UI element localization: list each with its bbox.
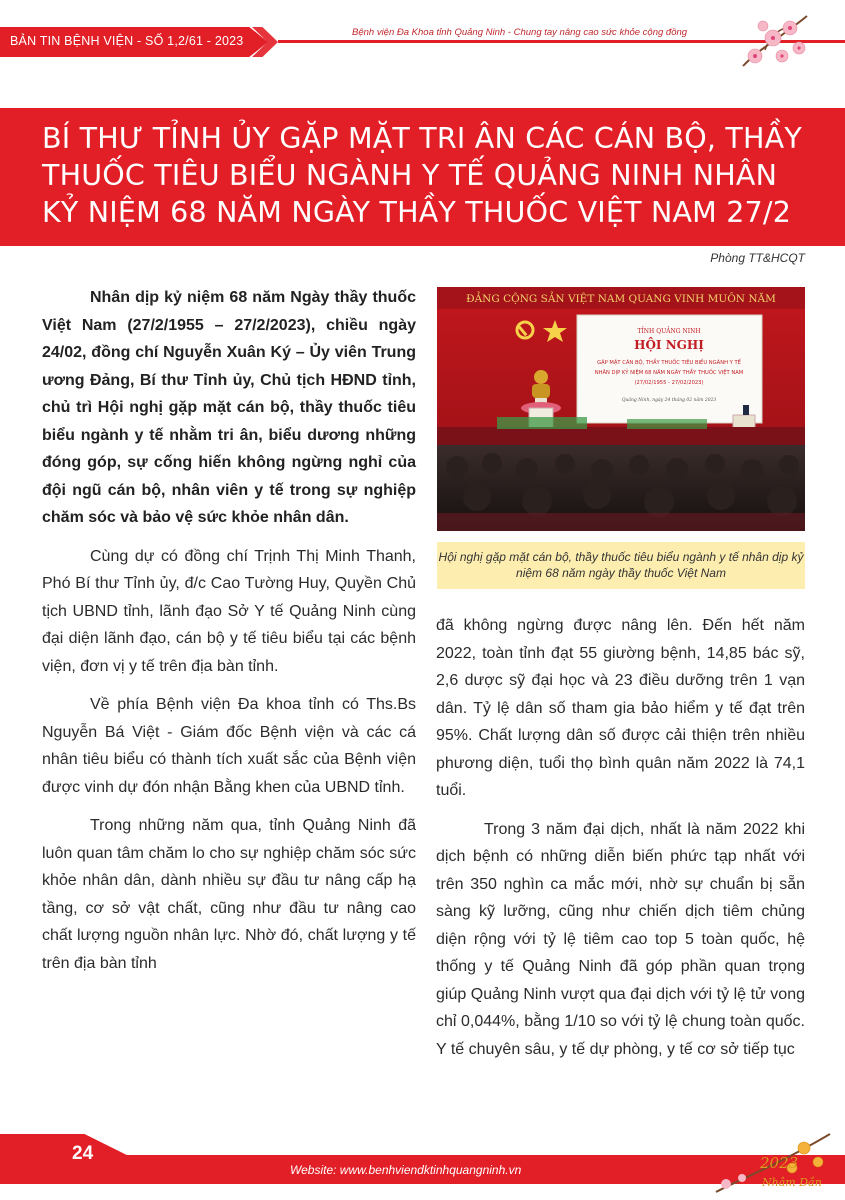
photo-banner-text: ĐẢNG CỘNG SẢN VIỆT NAM QUANG VINH MUÔN NĂM xyxy=(466,293,776,305)
deco-year: 2023 xyxy=(760,1154,799,1172)
footer-website: Website: www.benhviendktinhquangninh.vn xyxy=(290,1163,522,1177)
photo-caption: Hội nghị gặp mặt cán bộ, thầy thuốc tiêu biểu ngành y tế nhân dịp kỷ niệm 68 năm ngày thầy thuốc Việt Nam xyxy=(437,542,805,589)
article-paragraph-2: Về phía Bệnh viện Đa khoa tỉnh có Ths.Bs Nguyễn Bá Việt - Giám đốc Bệnh viện và các cá nhân tiêu biểu có thành tích xuất sắc của Bệnh viện được vinh dự đón nhận Bằng khen của UBND tỉnh. xyxy=(42,696,416,796)
screen-line-2: NHÂN DỊP KỶ NIỆM 68 NĂM NGÀY THẦY THUỐC VIỆT NAM xyxy=(594,370,744,376)
article-column-left xyxy=(42,284,416,988)
article-lead: Nhân dịp kỷ niệm 68 năm Ngày thầy thuốc Việt Nam (27/2/1955 – 27/2/2023), chiều ngày 24/02, đồng chí Nguyễn Xuân Ký – Ủy viên Trung ương Đảng, Bí thư Tỉnh ủy, Chủ tịch HĐND tỉnh, chủ trì Hội nghị gặp mặt cán bộ, thầy thuốc tiêu biểu ngành y tế nhằm tri ân, biểu dương những đóng góp, sự cống hiến không ngừng nghỉ của đội ngũ cán bộ, nhân viên y tế trong sự nghiệp chăm sóc và bảo vệ sức khỏe nhân dân. xyxy=(42,289,416,526)
new-year-blossom-icon xyxy=(712,1128,832,1194)
deco-label: Nhâm Dần xyxy=(762,1176,822,1189)
screen-line-1: GẶP MẶT CÁN BỘ, THẦY THUỐC TIÊU BIỂU NGÀNH Y TẾ xyxy=(597,360,741,366)
article-byline: Phòng TT&HCQT xyxy=(710,251,805,265)
screen-line-3: (27/02/1955 - 27/02/2023) xyxy=(634,380,704,386)
screen-province: TỈNH QUẢNG NINH xyxy=(637,328,701,335)
article-paragraph-4: Trong 3 năm đại dịch, nhất là năm 2022 khi dịch bệnh có những diễn biến phức tạp nhất với trên 350 nghìn ca mắc mới, nhờ sự chuẩn bị sẵn sàng kỹ lưỡng, cũng như chiến dịch tiêm chủng diện rộng với tỷ lệ tiêm cao top 5 toàn quốc, hệ thống y tế Quảng Ninh đã góp phần quan trọng giúp Quảng Ninh vượt qua đại dịch với tỷ lệ tử vong chỉ 0,044%, bằng 1/10 so với tỷ lệ chung toàn quốc. Y tế chuyên sâu, y tế dự phòng, y tế cơ sở tiếp tục xyxy=(436,820,805,1058)
conference-photo xyxy=(437,287,805,531)
article-paragraph-3-continued: đã không ngừng được nâng lên. Đến hết năm 2022, toàn tỉnh đạt 55 giường bệnh, 14,85 bác sỹ, 2,6 dược sỹ đại học và 23 điều dưỡng trên 1 vạn dân. Tỷ lệ dân số tham gia bảo hiểm y tế đạt trên 95%. Chất lượng dân số được cải thiện trên nhiều phương diện, tuổi thọ bình quân năm 2022 là 74,1 tuổi. xyxy=(436,617,805,799)
issue-label: BẢN TIN BỆNH VIỆN - SỐ 1,2/61 - 2023 xyxy=(10,34,244,48)
header-slogan: Bệnh viện Đa Khoa tỉnh Quảng Ninh - Chung tay nâng cao sức khỏe cộng đồng xyxy=(352,27,688,38)
article-paragraph-3: Trong những năm qua, tỉnh Quảng Ninh đã luôn quan tâm chăm lo cho sự nghiệp chăm sóc sức khỏe nhân dân, dành nhiều sự đầu tư nâng cấp hạ tầng, cơ sở vật chất, cũng như đầu tư nâng cao chất lượng nguồn nhân lực. Nhờ đó, chất lượng y tế trên địa bàn tỉnh xyxy=(42,817,416,972)
page-number: 24 xyxy=(72,1143,94,1164)
article-column-right xyxy=(436,612,805,1074)
conference-hall-image xyxy=(437,287,805,531)
peach-blossom-icon xyxy=(735,8,810,70)
screen-heading: HỘI NGHỊ xyxy=(634,338,704,352)
article-title: BÍ THƯ TỈNH ỦY GẶP MẶT TRI ÂN CÁC CÁN BỘ, THẦY THUỐC TIÊU BIỂU NGÀNH Y TẾ QUẢNG NINH NHÂN KỶ NIỆM 68 NĂM NGÀY THẦY THUỐC VIỆT NAM 27/2 xyxy=(42,122,802,229)
screen-date: Quảng Ninh, ngày 24 tháng 02 năm 2023 xyxy=(621,398,717,403)
article-paragraph-1: Cùng dự có đồng chí Trịnh Thị Minh Thanh, Phó Bí thư Tỉnh ủy, đ/c Cao Tường Huy, Quyền Chủ tịch UBND tỉnh, lãnh đạo Sở Y tế Quảng Ninh cùng đại diện lãnh đạo, cán bộ y tế tiêu biểu tại các bệnh viện, đơn vị y tế trên địa bàn tỉnh. xyxy=(42,547,416,675)
